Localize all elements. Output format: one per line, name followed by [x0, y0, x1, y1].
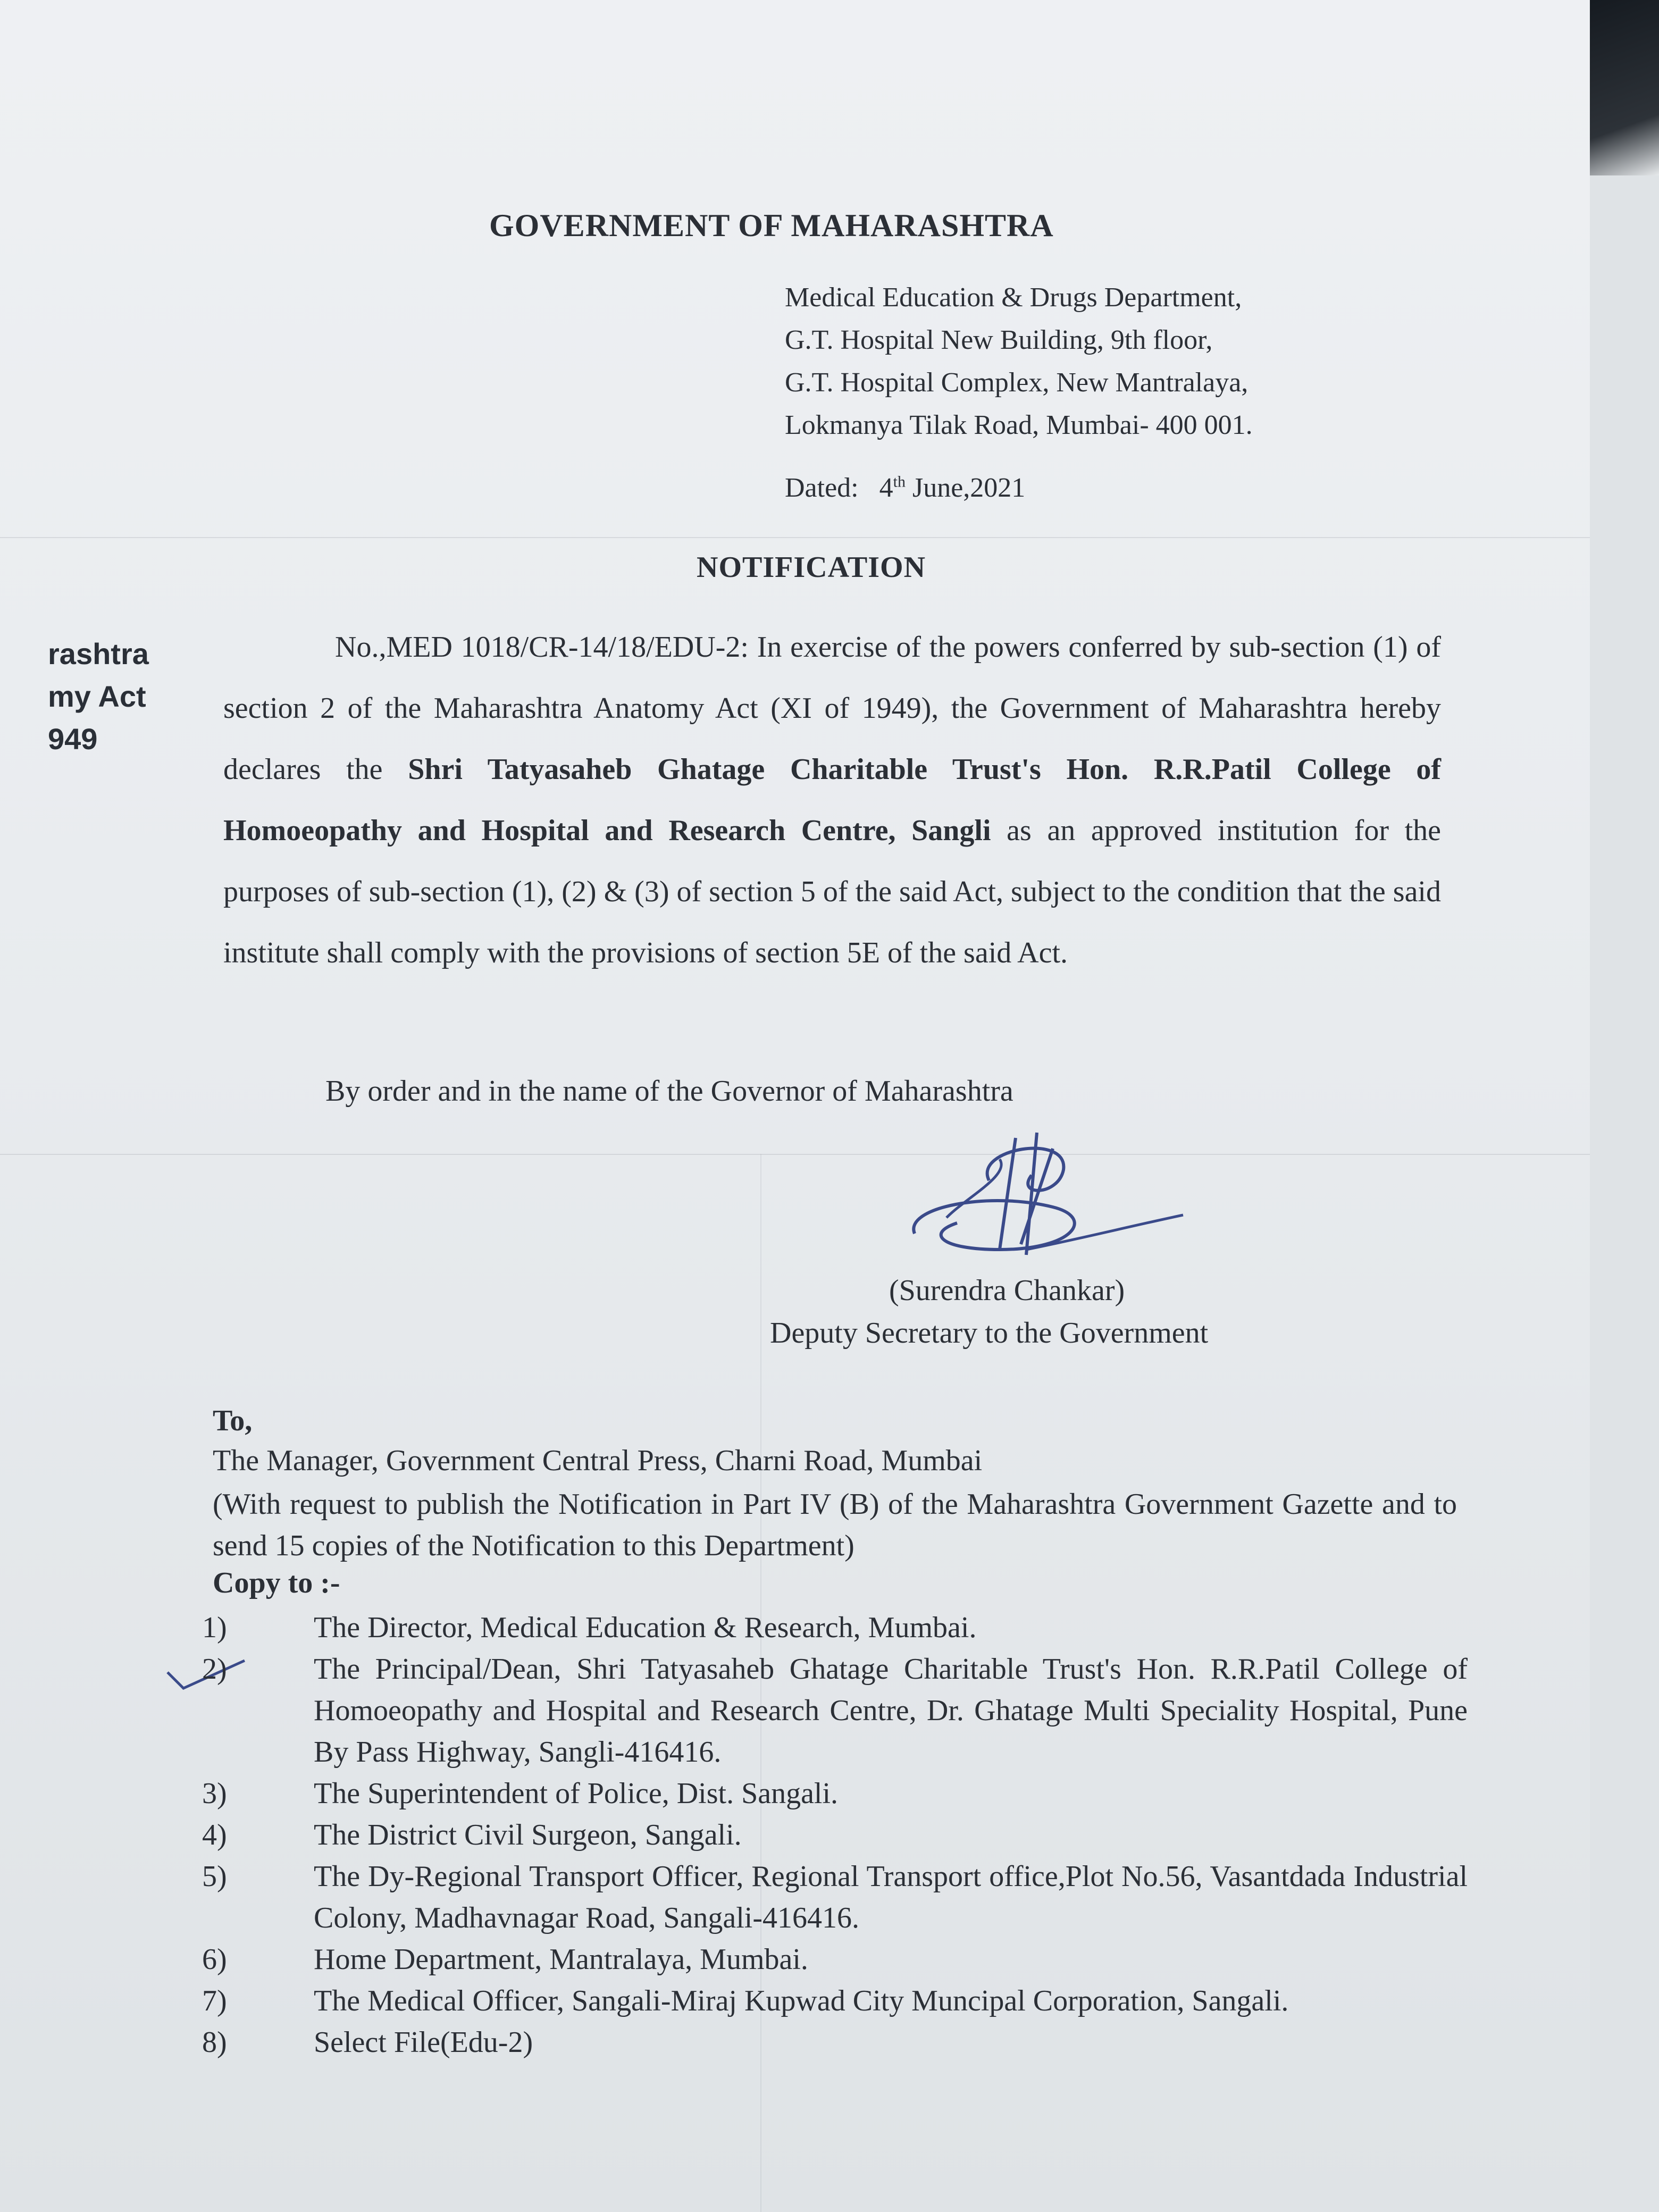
- list-number: 5): [202, 1860, 227, 1893]
- government-heading: GOVERNMENT OF MAHARASHTRA: [489, 208, 1054, 243]
- signature-icon: [893, 1117, 1191, 1276]
- fold-line: [0, 1154, 1590, 1155]
- margin-note-line: my Act: [48, 680, 146, 713]
- notification-title: NOTIFICATION: [697, 551, 926, 584]
- list-number: 1): [202, 1611, 227, 1644]
- list-text: The Director, Medical Education & Research, Mumbai.: [314, 1611, 977, 1644]
- address-line: Lokmanya Tilak Road, Mumbai- 400 001.: [785, 410, 1253, 440]
- dated-label: Dated:: [785, 473, 859, 503]
- fold-line: [0, 537, 1590, 538]
- margin-note-line: rashtra: [48, 637, 149, 671]
- dated-day: 4: [879, 473, 893, 503]
- list-item: [202, 1607, 1468, 1648]
- list-item: [202, 2022, 1468, 2063]
- list-text: The Medical Officer, Sangali-Miraj Kupwad City Muncipal Corporation, Sangali.: [314, 1984, 1289, 2017]
- list-number: 3): [202, 1777, 227, 1810]
- list-item: [202, 1648, 1468, 1773]
- list-item: [202, 1939, 1468, 1980]
- to-label: To,: [213, 1404, 253, 1437]
- list-number: 8): [202, 2026, 227, 2059]
- body-text: No.,MED 1018/CR-14/18/EDU-2: In exercise of the powers conferred by sub-section (1) of section 2 of the Maharashtra Anatomy Act (XI of 1949), the Government of Maharashtra hereby declares the: [223, 631, 1441, 786]
- publish-request: (With request to publish the Notification in Part IV (B) of the Maharashtra Government Gazette and to send 15 copies of the Notification to this Department): [213, 1488, 1457, 1562]
- list-text: The District Civil Surgeon, Sangali.: [314, 1819, 742, 1851]
- date-line: [785, 472, 1025, 504]
- copy-to-label: Copy to :-: [213, 1566, 340, 1599]
- list-text: Select File(Edu-2): [314, 2026, 533, 2059]
- list-item: [202, 1980, 1468, 2022]
- body-text: as an approved institution for the purposes of sub-section (1), (2) & (3) of section 5 of the said Act, subject to the condition that the said institute shall comply with the provisions of section 5E of the said Act.: [223, 814, 1442, 969]
- dated-rest: June,2021: [912, 473, 1026, 503]
- list-number: 4): [202, 1819, 227, 1851]
- address-line: G.T. Hospital New Building, 9th floor,: [785, 325, 1213, 355]
- address-line: Medical Education & Drugs Department,: [785, 282, 1242, 313]
- list-text: The Dy-Regional Transport Officer, Regional Transport office,Plot No.56, Vasantdada Industrial Colony, Madhavnagar Road, Sangali-416416.: [314, 1860, 1468, 1934]
- list-item: [202, 1773, 1468, 1814]
- signer-title: Deputy Secretary to the Government: [770, 1317, 1209, 1350]
- by-order-line: By order and in the name of the Governor of Maharashtra: [325, 1075, 1013, 1108]
- margin-note-line: 949: [48, 722, 98, 756]
- list-number: 7): [202, 1984, 227, 2017]
- list-item: [202, 1814, 1468, 1856]
- signer-name: (Surendra Chankar): [889, 1274, 1125, 1307]
- addressee: The Manager, Government Central Press, Charni Road, Mumbai: [213, 1444, 983, 1477]
- address-line: G.T. Hospital Complex, New Mantralaya,: [785, 367, 1249, 398]
- dated-suffix: th: [893, 473, 906, 491]
- list-number: 6): [202, 1943, 227, 1976]
- list-text: Home Department, Mantralaya, Mumbai.: [314, 1943, 808, 1976]
- institution-name: Shri Tatyasaheb Ghatage Charitable Trust's Hon. R.R.Patil College of Homoeopathy and Hospital and Research Centre, Sangli: [223, 753, 1441, 847]
- list-item: [202, 1856, 1468, 1939]
- list-number: 2): [202, 1653, 227, 1686]
- margin-note: [48, 633, 149, 760]
- copy-list: [202, 1607, 1468, 2063]
- list-text: The Principal/Dean, Shri Tatyasaheb Ghatage Charitable Trust's Hon. R.R.Patil College of Homoeopathy and Hospital and Research Centre, Dr. Ghatage Multi Speciality Hospital, Pune By Pass Highway, Sangli-416416.: [314, 1653, 1468, 1769]
- notification-body: [223, 617, 1441, 984]
- list-text: The Superintendent of Police, Dist. Sangali.: [314, 1777, 839, 1810]
- department-address: [785, 276, 1253, 447]
- background-corner: [1579, 0, 1659, 175]
